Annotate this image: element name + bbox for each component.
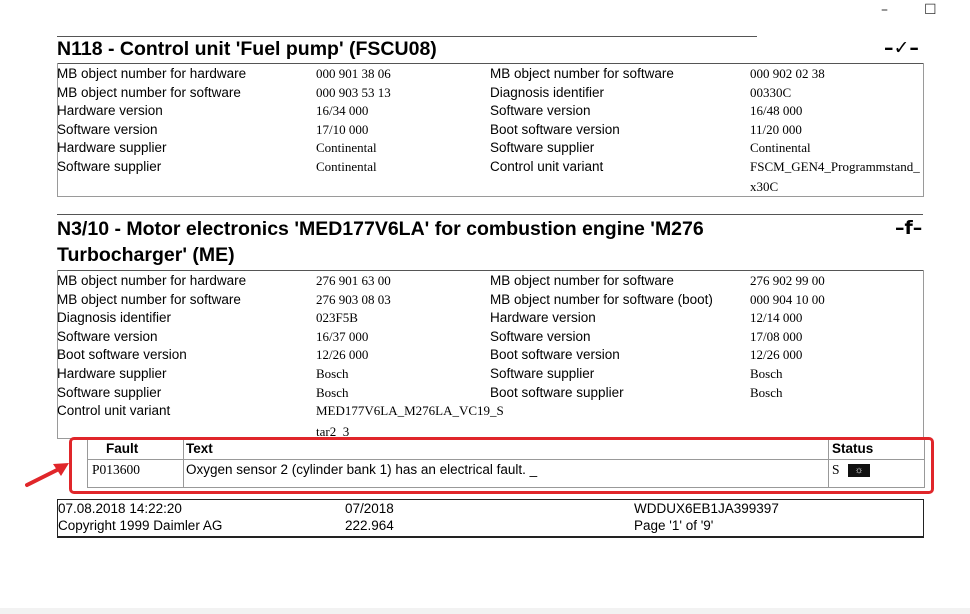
field-l1: MB object number for hardware [57,273,247,288]
field-l2: Software version [490,103,591,119]
section1-variant-cont: x30C [750,179,779,194]
footer-page: Page '1' of '9' [634,518,714,533]
footer-version: 07/2018 [345,501,394,516]
field-l1: Control unit variant [57,403,171,419]
field-l2: Diagnosis identifier [490,84,605,100]
field-l2: MB object number for software [490,273,674,288]
field-v2: 000 902 02 38 [750,66,825,81]
field-v2: 12/14 000 [750,310,803,326]
field-l2: Software version [490,328,591,344]
field-l2: Control unit variant [490,159,604,174]
field-l2: Boot software version [490,347,620,363]
highlight-box [69,437,934,494]
status-header: Status [832,441,874,456]
section2-title-line1: N3/10 - Motor electronics 'MED177V6LA' for combustion engine 'M276 [57,218,704,240]
field-l1: Hardware supplier [57,366,167,381]
field-v2: 11/20 000 [750,121,802,137]
section2-title-line2: Turbocharger' (ME) [57,244,235,266]
field-l1: Software version [57,121,158,137]
field-l1: Diagnosis identifier [57,310,172,326]
fault-code: P013600 [92,462,141,477]
field-v1: 276 903 08 03 [316,291,391,307]
field-l2: MB object number for software [490,66,674,81]
field-v1: Continental [316,140,377,156]
field-v1: 16/34 000 [316,103,369,119]
status-sun-icon: ☼ [848,464,870,477]
field-l2: Software supplier [490,140,595,156]
field-v2: Continental [750,140,811,156]
field-v1: 276 901 63 00 [316,273,391,288]
field-l1: MB object number for software [57,291,241,307]
field-v1: Bosch [316,384,349,400]
text-header: Text [186,441,213,456]
field-v2: 12/26 000 [750,347,803,363]
field-v1: 000 901 38 06 [316,66,391,81]
field-l1: Software supplier [57,384,162,400]
footer-box [57,499,924,538]
field-l2: Hardware version [490,310,596,326]
section2-top-rule [57,214,923,215]
fault-header: Fault [106,441,139,456]
field-v1: 17/10 000 [316,121,369,137]
field-v2: Bosch [750,366,783,381]
field-l2: MB object number for software (boot) [490,291,713,307]
field-v2: 16/48 000 [750,103,803,119]
field-l1: MB object number for software [57,84,241,100]
footer-build: 222.964 [345,518,394,533]
section2-variant-cont: tar2_3 [316,424,350,439]
red-arrow-icon [25,460,71,488]
maximize-button[interactable]: ☐ [924,2,937,18]
fault-text: Oxygen sensor 2 (cylinder bank 1) has an electrical fault. _ [186,462,538,477]
window-titlebar [0,0,970,30]
field-v2: FSCM_GEN4_Programmstand_ [750,159,920,174]
field-l1: Software version [57,328,158,344]
field-v1: 000 903 53 13 [316,84,391,100]
field-v1: 16/37 000 [316,328,369,344]
fault-status: S [832,462,840,477]
field-v2: 276 902 99 00 [750,273,825,288]
section1-status-mark: –✓– [884,37,919,59]
field-l2: Software supplier [490,366,595,381]
field-v2: 00330C [750,84,792,100]
field-v2: Bosch [750,384,783,400]
minimize-button[interactable]: – [881,2,888,18]
field-v1: MED177V6LA_M276LA_VC19_S [316,403,504,419]
field-l2: Boot software version [490,121,620,137]
field-v1: Bosch [316,366,349,381]
field-v2: 17/08 000 [750,328,803,344]
field-v1: Continental [316,159,377,174]
footer-copyright: Copyright 1999 Daimler AG [58,518,223,533]
field-v1: 023F5B [316,310,358,326]
field-l1: Boot software version [57,347,187,363]
section1-title: N118 - Control unit 'Fuel pump' (FSCU08) [57,38,437,60]
field-l1: Hardware supplier [57,140,167,156]
field-l2: Boot software supplier [490,384,624,400]
field-l1: Hardware version [57,103,163,119]
footer-datetime: 07.08.2018 14:22:20 [58,501,182,516]
field-v1: 12/26 000 [316,347,369,363]
section1-top-rule [57,36,757,37]
footer-vin: WDDUX6EB1JA399397 [634,501,779,516]
field-l1: Software supplier [57,159,162,174]
bottom-strip [0,608,970,614]
field-l1: MB object number for hardware [57,66,247,81]
field-v2: 000 904 10 00 [750,291,825,307]
section2-status-mark: –f– [895,217,923,239]
